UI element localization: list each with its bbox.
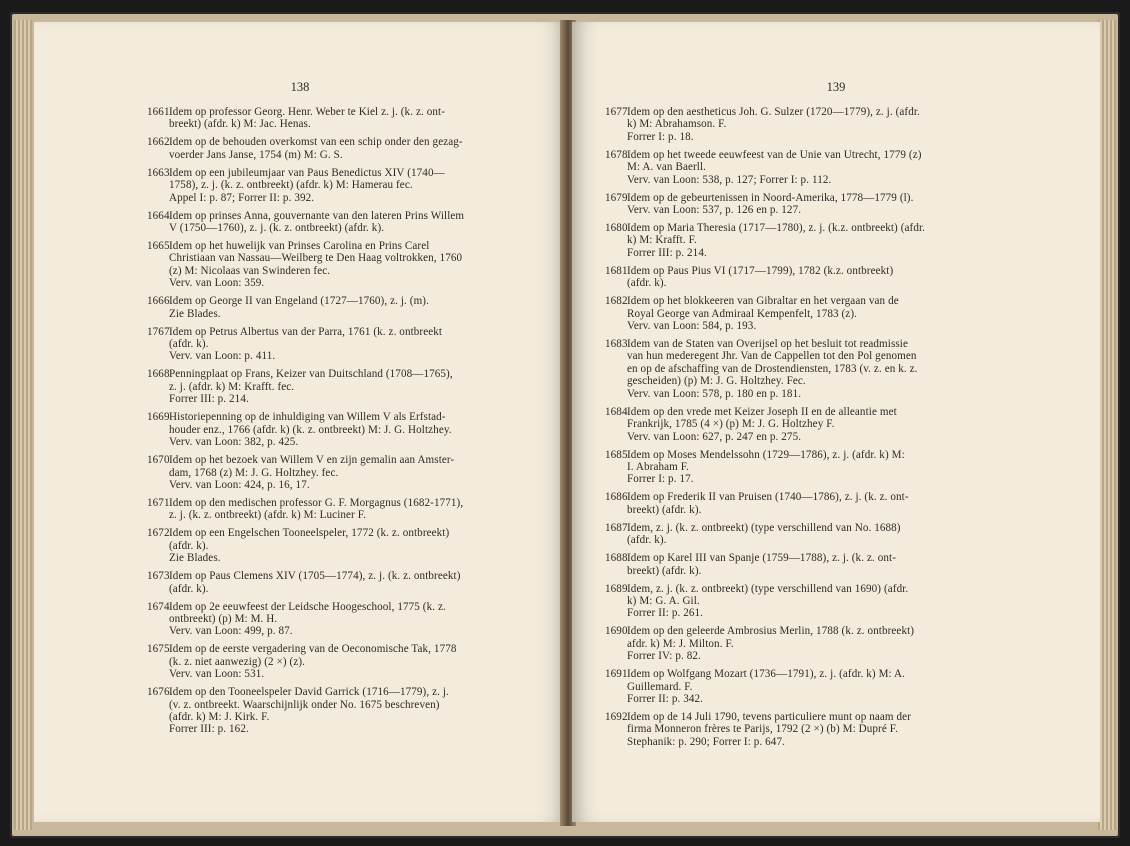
catalog-entry	[605, 295, 1015, 332]
entry-line: Forrer I: p. 17.	[627, 473, 694, 486]
entry-line: Verv. van Loon: 537, p. 126 en p. 127.	[627, 204, 802, 217]
entry-text	[169, 570, 547, 595]
entry-line: Idem op een jubileumjaar van Paus Benedictus XIV (1740—	[169, 166, 445, 179]
entry-text	[627, 668, 1015, 705]
entry-line: Forrer II: p. 342.	[627, 692, 704, 705]
entry-number: 1692	[605, 710, 628, 723]
entry-line: Idem op de behouden overkomst van een schip onder den gezag-	[169, 136, 463, 149]
entry-line: (afdr. k).	[627, 277, 667, 290]
entry-line: Forrer III: p. 214.	[169, 393, 249, 406]
entry-line: Idem, z. j. (k. z. ontbreekt) (type verschillend van No. 1688)	[627, 521, 901, 534]
entry-text	[627, 149, 1015, 186]
entry-line: gescheiden) (p) M: J. G. Holtzhey. Fec.	[627, 375, 806, 388]
right-page	[572, 22, 1100, 822]
entry-text	[169, 295, 547, 320]
catalog-entry	[605, 583, 1015, 620]
entry-number: 1665	[147, 240, 170, 253]
entry-line: Verv. van Loon: 382, p. 425.	[169, 436, 299, 449]
entry-number: 1685	[605, 448, 628, 461]
entry-number: 1678	[605, 148, 628, 161]
catalog-entry	[147, 106, 547, 131]
entry-text	[169, 368, 547, 405]
entry-line: V (1750—1760), z. j. (k. z. ontbreekt) (afdr. k).	[169, 222, 385, 235]
entry-line: Idem op de eerste vergadering van de Oeconomische Tak, 1778	[169, 643, 457, 656]
entry-number: 1663	[147, 166, 170, 179]
entry-line: Forrer III: p. 214.	[627, 246, 707, 259]
entry-line: Idem op George II van Engeland (1727—1760), z. j. (m).	[169, 295, 429, 308]
entry-number: 1668	[147, 368, 170, 381]
open-book	[10, 12, 1120, 838]
entry-text	[169, 210, 547, 235]
entry-text	[169, 454, 547, 491]
entry-line: Penningplaat op Frans, Keizer van Duitschland (1708—1765),	[169, 368, 453, 381]
catalog-entry	[605, 625, 1015, 662]
entry-line: Verv. van Loon: 499, p. 87.	[169, 625, 293, 638]
catalog-entry	[605, 149, 1015, 186]
entry-number: 1671	[147, 496, 170, 509]
entry-number: 1682	[605, 295, 628, 308]
entry-line: Idem op den geleerde Ambrosius Merlin, 1788 (k. z. ontbreekt)	[627, 625, 915, 638]
entry-line: I. Abraham F.	[627, 460, 690, 473]
entry-line: Zie Blades.	[169, 552, 221, 565]
entry-line: Idem op Karel III van Spanje (1759—1788), z. j. (k. z. ont-	[627, 552, 896, 565]
entry-line: Verv. van Loon: 584, p. 193.	[627, 320, 757, 333]
entry-number: 1672	[147, 527, 170, 540]
entry-text	[627, 295, 1015, 332]
catalog-entry	[605, 522, 1015, 547]
entry-line: M: A. van Baerll.	[627, 161, 707, 174]
entry-line: afdr. k) M: J. Milton. F.	[627, 637, 734, 650]
catalog-entry	[147, 368, 547, 405]
entry-line: Idem op prinses Anna, gouvernante van den lateren Prins Willem	[169, 209, 465, 222]
catalog-entry	[147, 570, 547, 595]
entry-line: breekt) (afdr. k).	[627, 503, 702, 516]
entry-text	[169, 497, 547, 522]
entry-line: Idem op het huwelijk van Prinses Carolina en Prins Carel	[169, 240, 430, 253]
entry-text	[627, 192, 1015, 217]
entry-line: 1758), z. j. (k. z. ontbreekt) (afdr. k) M: Hamerau fec.	[169, 179, 413, 192]
entry-line: Idem op Wolfgang Mozart (1736—1791), z. j. (afdr. k) M: A.	[627, 668, 905, 681]
entry-number: 1666	[147, 295, 170, 308]
entry-line: Verv. van Loon: p. 411.	[169, 350, 276, 363]
entry-text	[169, 643, 547, 680]
entry-text	[627, 406, 1015, 443]
entry-line: Forrer IV: p. 82.	[627, 650, 701, 663]
entry-number: 1669	[147, 411, 170, 424]
entry-line: Idem op professor Georg. Henr. Weber te Kiel z. j. (k. z. ont-	[169, 106, 445, 118]
catalog-entry	[147, 601, 547, 638]
entry-text	[627, 583, 1015, 620]
entry-line: en op de afschaffing van de Drostendiensten, 1783 (v. z. en k. z.	[627, 362, 918, 375]
entry-text	[169, 411, 547, 448]
entry-line: Verv. van Loon: 531.	[169, 668, 265, 681]
catalog-entry	[147, 454, 547, 491]
catalog-entry	[147, 295, 547, 320]
entry-number: 1691	[605, 668, 628, 681]
catalog-entry	[147, 411, 547, 448]
entry-line: Idem op den Tooneelspeler David Garrick (1716—1779), z. j.	[169, 686, 449, 699]
entry-line: Idem op den aestheticus Joh. G. Sulzer (1720—1779), z. j. (afdr.	[627, 106, 920, 118]
entry-line: Frankrijk, 1785 (4 ×) (p) M: J. G. Holtzhey F.	[627, 418, 835, 431]
entry-line: (v. z. ontbreekt. Waarschijnlijk onder No. 1675 beschreven)	[169, 698, 440, 711]
entry-line: Idem op Moses Mendelssohn (1729—1786), z. j. (afdr. k) M:	[627, 448, 905, 461]
entry-line: Idem op Frederik II van Pruisen (1740—1786), z. j. (k. z. ont-	[627, 491, 909, 504]
catalog-entry	[605, 552, 1015, 577]
entry-number: 1688	[605, 552, 628, 565]
catalog-entry	[605, 711, 1015, 748]
entry-text	[627, 338, 1015, 400]
entry-line: Verv. van Loon: 359.	[169, 277, 265, 290]
entry-line: Idem, z. j. (k. z. ontbreekt) (type verschillend van 1690) (afdr.	[627, 582, 909, 595]
entry-line: dam, 1768 (z) M: J. G. Holtzhey. fec.	[169, 466, 339, 479]
page-number: 138	[290, 80, 310, 94]
entry-line: k) M: G. A. Gil.	[627, 594, 700, 607]
entry-number: 1677	[605, 106, 628, 118]
entry-line: (k. z. niet aanwezig) (2 ×) (z).	[169, 655, 306, 668]
entry-line: Guillemard. F.	[627, 680, 693, 693]
entry-line: firma Monneron frères te Parijs, 1792 (2 ×) (b) M: Dupré F.	[627, 723, 898, 736]
entry-line: Historiepenning op de inhuldiging van Willem V als Erfstad-	[169, 411, 446, 424]
catalog-entry	[147, 527, 547, 564]
entry-line: breekt) (afdr. k).	[627, 564, 702, 577]
entry-line: Idem op Petrus Albertus van der Parra, 1761 (k. z. ontbreekt	[169, 325, 443, 338]
catalog-entry	[147, 210, 547, 235]
catalog-entry	[605, 265, 1015, 290]
entry-number: 1680	[605, 222, 628, 235]
entry-text	[169, 136, 547, 161]
entry-number: 1675	[147, 643, 170, 656]
catalog-entry	[605, 338, 1015, 400]
entry-text	[627, 222, 1015, 259]
entry-line: Idem op het blokkeeren van Gibraltar en het vergaan van de	[627, 295, 899, 308]
entry-line: voerder Jans Janse, 1754 (m) M: G. S.	[169, 148, 343, 161]
entry-number: 1683	[605, 338, 628, 351]
entry-number: 1681	[605, 264, 628, 277]
entry-number: 1690	[605, 625, 628, 638]
catalog-entry	[605, 106, 1015, 143]
entry-number: 1684	[605, 405, 628, 418]
entry-number: 1689	[605, 582, 628, 595]
entry-line: Idem op Maria Theresia (1717—1780), z. j. (k.z. ontbreekt) (afdr.	[627, 222, 926, 235]
entry-line: Forrer I: p. 18.	[627, 130, 694, 143]
entry-line: k) M: Abrahamson. F.	[627, 118, 727, 131]
entry-line: Idem op Paus Pius VI (1717—1799), 1782 (k.z. ontbreekt)	[627, 264, 894, 277]
entry-line: Idem op de gebeurtenissen in Noord-Amerika, 1778—1779 (l).	[627, 191, 914, 204]
entry-text	[169, 240, 547, 290]
entry-line: ontbreekt) (p) M: M. H.	[169, 612, 278, 625]
entry-number: 1673	[147, 570, 170, 583]
entry-line: Idem op den vrede met Keizer Joseph II en de alleantie met	[627, 405, 897, 418]
entry-line: breekt) (afdr. k) M: Jac. Henas.	[169, 118, 311, 131]
entry-number: 1679	[605, 191, 628, 204]
entry-number: 1662	[147, 136, 170, 149]
entry-text	[627, 625, 1015, 662]
entry-line: Christiaan van Nassau—Weilberg te Den Haag voltrokken, 1760	[169, 252, 463, 265]
page-edges-left	[14, 20, 32, 830]
page-number: 139	[826, 80, 846, 94]
entry-line: Idem op de 14 Juli 1790, tevens particuliere munt op naam der	[627, 710, 911, 723]
entry-number: 1661	[147, 106, 170, 118]
entry-text	[627, 106, 1015, 143]
entry-list	[605, 106, 1015, 754]
entry-list	[147, 106, 547, 741]
entry-text	[627, 449, 1015, 486]
entry-line: Forrer III: p. 162.	[169, 723, 249, 736]
entry-line: Idem op een Engelschen Tooneelspeler, 1772 (k. z. ontbreekt)	[169, 527, 450, 540]
catalog-entry	[605, 406, 1015, 443]
entry-text	[627, 522, 1015, 547]
catalog-entry	[147, 643, 547, 680]
entry-text	[627, 491, 1015, 516]
entry-line: Royal George van Admiraal Kempenfelt, 1783 (z).	[627, 307, 857, 320]
entry-line: Idem op den medischen professor G. F. Morgagnus (1682-1771),	[169, 496, 464, 509]
entry-number: 1674	[147, 600, 170, 613]
entry-line: Idem op Paus Clemens XIV (1705—1774), z. j. (k. z. ontbreekt)	[169, 570, 461, 583]
catalog-entry	[147, 686, 547, 736]
page-edges-right	[1098, 20, 1116, 830]
entry-text	[169, 601, 547, 638]
entry-line: van hun mederegent Jhr. Van de Cappellen tot den Pol genomen	[627, 350, 917, 363]
entry-line: Verv. van Loon: 627, p. 247 en p. 275.	[627, 430, 802, 443]
catalog-entry	[147, 167, 547, 204]
entry-line: (afdr. k).	[169, 539, 209, 552]
entry-line: (afdr. k) M: J. Kirk. F.	[169, 710, 270, 723]
entry-line: Verv. van Loon: 538, p. 127; Forrer I: p. 112.	[627, 173, 832, 186]
catalog-entry	[147, 497, 547, 522]
entry-line: Appel I: p. 87; Forrer II: p. 392.	[169, 191, 315, 204]
left-page	[34, 22, 566, 822]
entry-line: Forrer II: p. 261.	[627, 607, 704, 620]
entry-line: Idem van de Staten van Overijsel op het besluit tot readmissie	[627, 338, 909, 351]
catalog-entry	[147, 136, 547, 161]
catalog-entry	[605, 491, 1015, 516]
entry-number: 1676	[147, 686, 170, 699]
entry-text	[627, 552, 1015, 577]
entry-line: (afdr. k).	[169, 582, 209, 595]
catalog-entry	[147, 240, 547, 290]
entry-line: (z) M: Nicolaas van Swinderen fec.	[169, 264, 331, 277]
entry-text	[169, 686, 547, 736]
entry-line: Idem op het tweede eeuwfeest van de Unie van Utrecht, 1779 (z)	[627, 148, 922, 161]
entry-line: z. j. (afdr. k) M: Krafft. fec.	[169, 380, 295, 393]
catalog-entry	[605, 449, 1015, 486]
entry-line: Idem op het bezoek van Willem V en zijn gemalin aan Amster-	[169, 454, 455, 467]
entry-text	[627, 265, 1015, 290]
catalog-entry	[605, 222, 1015, 259]
entry-text	[627, 711, 1015, 748]
catalog-entry	[147, 326, 547, 363]
entry-number: 1767	[147, 325, 170, 338]
entry-line: Zie Blades.	[169, 307, 221, 320]
entry-text	[169, 326, 547, 363]
entry-number: 1686	[605, 491, 628, 504]
entry-line: Stephanik: p. 290; Forrer I: p. 647.	[627, 735, 785, 748]
entry-text	[169, 167, 547, 204]
entry-number: 1687	[605, 521, 628, 534]
entry-text	[169, 106, 547, 131]
entry-line: Verv. van Loon: 424, p. 16, 17.	[169, 478, 310, 491]
entry-line: (afdr. k).	[627, 534, 667, 547]
entry-line: Idem op 2e eeuwfeest der Leidsche Hoogeschool, 1775 (k. z.	[169, 600, 446, 613]
entry-line: (afdr. k).	[169, 338, 209, 351]
catalog-entry	[605, 668, 1015, 705]
entry-line: k) M: Krafft. F.	[627, 234, 697, 247]
entry-line: Verv. van Loon: 578, p. 180 en p. 181.	[627, 387, 802, 400]
catalog-entry	[605, 192, 1015, 217]
entry-line: z. j. (k. z. ontbreekt) (afdr. k) M: Luciner F.	[169, 509, 366, 522]
entry-line: houder enz., 1766 (afdr. k) (k. z. ontbreekt) M: J. G. Holtzhey.	[169, 423, 452, 436]
entry-number: 1664	[147, 209, 170, 222]
entry-text	[169, 527, 547, 564]
entry-number: 1670	[147, 454, 170, 467]
